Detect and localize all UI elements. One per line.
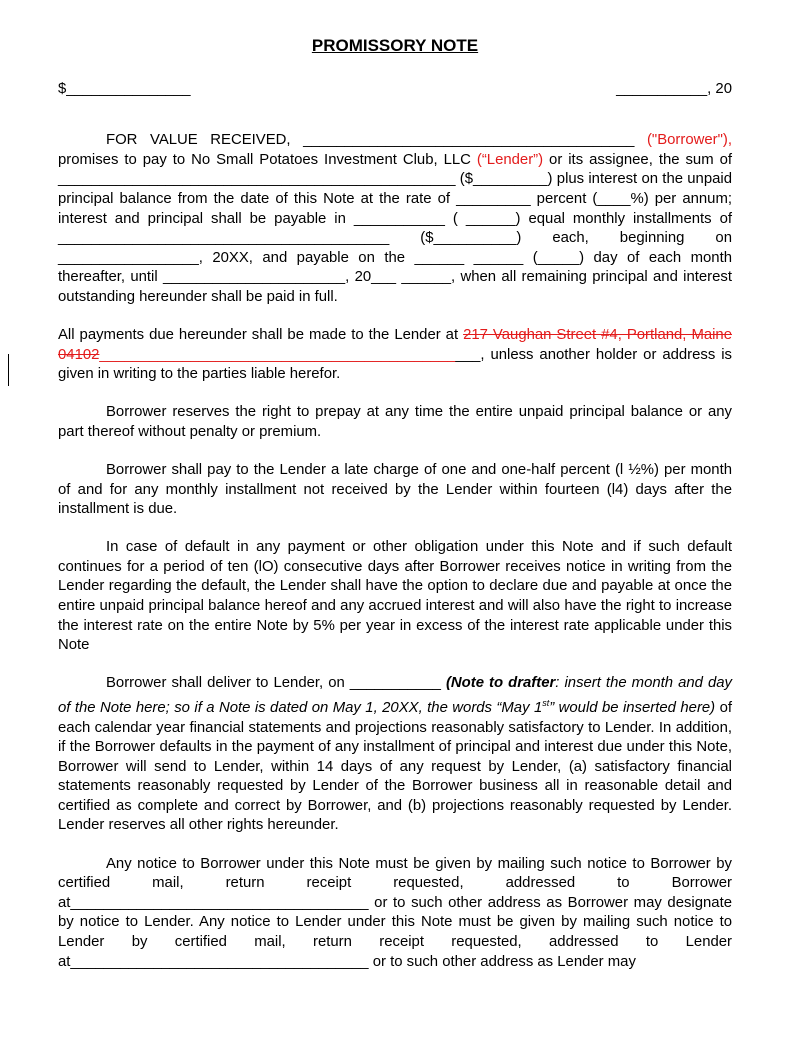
paragraph-prepay: Borrower reserves the right to prepay at any time the entire unpaid principal balance or any part thereof without penalty or premium. [58, 404, 732, 440]
struck-address: 217 Vaughan Street #4, Portland, Maine 04102 [58, 327, 732, 363]
p6-text-a: Borrower shall deliver to Lender, on ___________ [106, 675, 446, 692]
p1-text-b: promises to pay to No Small Potatoes Investment Club, LLC [58, 151, 477, 168]
lender-term: (“Lender”) [476, 151, 544, 168]
paragraph-value-received [58, 131, 732, 307]
drafter-note-label: (Note to drafter [445, 675, 556, 692]
paragraph-financial-statements [58, 674, 732, 836]
amount-field: $_______________ [58, 80, 191, 97]
p1-text-c: or its assignee, the sum of ________________________________________________ ($_________) plus interest on the unpaid principal balance from the date of this Note at the rate of _________ percent (____%) per annum; interest and principal shall be payable in ___________ ( ______) equal monthly installments of ________________________________________ ($__________) each, beginning on _________________, 20XX, and payable on the ______ ______ (_____) day of each month thereafter, until ______________________, 20___ ______, when all remaining principal and interest outstanding hereunder shall be paid in full. [58, 151, 732, 305]
p6-text-b: of each calendar year financial statements and projections reasonably satisfactory to Lender. In addition, if the Borrower defaults in the payment of any installment of principal and interest due under this Note, Borrower will send to Lender, within 14 days of any request by Lender, (a) satisfactory financial statements reasonably requested by Lender of the Borrower business all in reasonable detail and certified as complete and correct by Borrower, and (b) projections reasonably requested by Lender. Lender reserves all other rights hereunder. [58, 699, 732, 834]
paragraph-payments [58, 326, 732, 385]
drafter-note-end: ” would be inserted here) [549, 699, 716, 716]
paragraph-notice: Any notice to Borrower under this Note must be given by mailing such notice to Borrower by certified mail, return receipt requested, addressed to Borrower at____________________________________ or to such other address as Borrower may designate by notice to Lender. Any notice to Lender under this Note must be given by mailing such notice to Lender by certified mail, return receipt requested, addressed to Lender at____________________________________ or to such other address as Lender may [58, 855, 732, 970]
date-field: ___________, 20 [616, 80, 732, 97]
drafter-note-text: : insert the month and day of the Note here; so if a Note is dated on May 1, 20XX, the words “May 1 [58, 675, 732, 716]
amount-date-line [58, 80, 732, 100]
document-title: PROMISSORY NOTE [311, 36, 479, 55]
change-bar [8, 354, 9, 386]
p2-text-a: All payments due hereunder shall be made to the Lender at [58, 327, 464, 344]
p2-text-b: ___, unless another holder or address is given in writing to the parties liable herefor. [58, 346, 732, 383]
address-blank: ___________________________________________ [99, 346, 456, 363]
paragraph-late-charge: Borrower shall pay to the Lender a late charge of one and one-half percent (l ½%) per month of and for any monthly installment not received by the Lender within fourteen (l4) days after the installment is due. [58, 462, 732, 518]
document-page [58, 36, 732, 991]
drafter-note-sup: st [542, 697, 550, 708]
borrower-term: ("Borrower"), [646, 132, 732, 149]
p1-text-a: FOR VALUE RECEIVED, ________________________________________ [106, 132, 647, 149]
paragraph-default: In case of default in any payment or other obligation under this Note and if such default continues for a period of ten (lO) consecutive days after Borrower receives notice in writing from the Lender regarding the default, the Lender shall have the option to declare due and payable at once the entire unpaid principal balance hereof and any accrued interest and will also have the right to increase the interest rate on the entire Note by 5% per year in excess of the interest rate applicable under this Note [58, 539, 732, 654]
